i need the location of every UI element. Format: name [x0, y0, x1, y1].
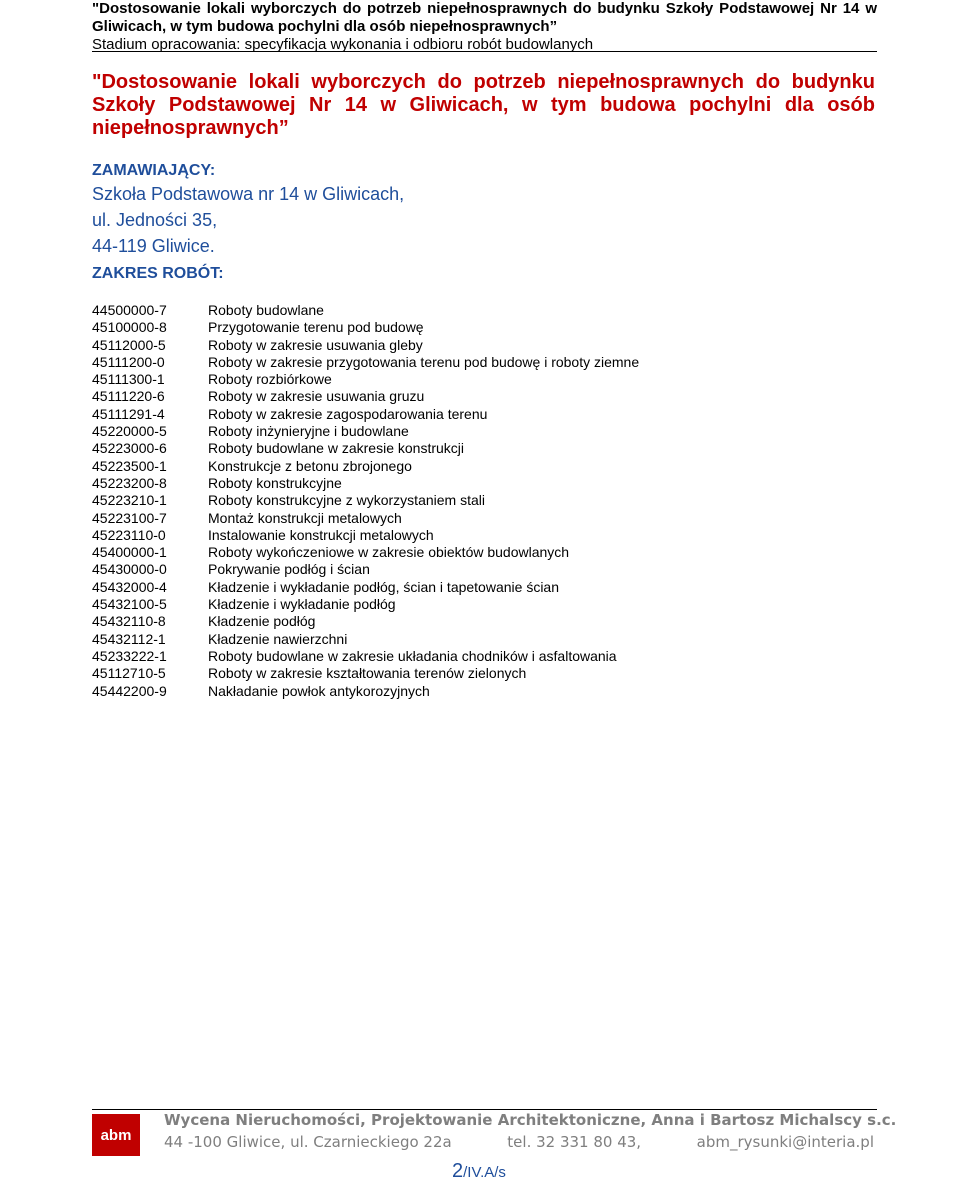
cpv-description: Roboty budowlane: [208, 302, 324, 318]
cpv-code: 45223210-1: [92, 492, 167, 509]
cpv-description: Roboty w zakresie usuwania gruzu: [208, 388, 425, 405]
cpv-code: 45111300-1: [92, 371, 165, 388]
cpv-row: [92, 510, 639, 527]
footer-email: abm_rysunki@interia.pl: [696, 1133, 874, 1151]
cpv-description: Roboty w zakresie przygotowania terenu pod budowę i roboty ziemne: [208, 353, 640, 370]
company-logo: abm: [92, 1114, 140, 1156]
header-divider: [92, 51, 877, 52]
cpv-description: Roboty inżynieryjne i budowlane: [208, 423, 409, 440]
cpv-code: 45442200-9: [92, 682, 167, 699]
footer-phone: tel. 32 331 80 43,: [507, 1133, 642, 1151]
cpv-row: [92, 458, 639, 475]
cpv-code: 45233222-1: [92, 647, 167, 664]
cpv-code: 45432000-4: [92, 578, 167, 595]
cpv-row: [92, 631, 639, 648]
running-header: [92, 0, 877, 54]
cpv-row: [92, 544, 639, 561]
footer-contact: [164, 1133, 874, 1151]
cpv-code-list: [92, 302, 639, 700]
client-name: Szkoła Podstawowa nr 14 w Gliwicach,: [92, 184, 405, 204]
cpv-row: [92, 613, 639, 630]
client-street: ul. Jedności 35,: [92, 210, 218, 230]
cpv-description: Nakładanie powłok antykorozyjnych: [208, 682, 430, 699]
cpv-code: 45223000-6: [92, 440, 167, 457]
cpv-description: Montaż konstrukcji metalowych: [208, 509, 402, 526]
cpv-description: Roboty w zakresie kształtowania terenów zielonych: [208, 665, 527, 682]
client-block: [92, 181, 404, 259]
page-number-suffix: /IV.A/s: [463, 1164, 506, 1181]
cpv-description: Roboty budowlane w zakresie konstrukcji: [208, 440, 465, 457]
cpv-description: Roboty konstrukcyjne: [208, 474, 342, 491]
cpv-row: [92, 388, 639, 405]
cpv-description: Kładzenie i wykładanie podłóg, ścian i tapetowanie ścian: [208, 578, 559, 595]
cpv-description: Instalowanie konstrukcji metalowych: [208, 526, 434, 543]
cpv-description: Roboty wykończeniowe w zakresie obiektów budowlanych: [208, 544, 570, 561]
scope-label: ZAKRES ROBÓT:: [92, 265, 224, 282]
cpv-description: Konstrukcje z betonu zbrojonego: [208, 457, 412, 474]
cpv-code: 45223110-0: [92, 526, 166, 543]
cpv-description: Roboty budowlane w zakresie układania chodników i asfaltowania: [208, 647, 617, 664]
cpv-row: [92, 337, 639, 354]
cpv-row: [92, 561, 639, 578]
cpv-description: Kładzenie i wykładanie podłóg: [208, 596, 396, 613]
cpv-description: Roboty w zakresie zagospodarowania terenu: [208, 405, 488, 422]
cpv-row: [92, 683, 639, 700]
header-stage-line: Stadium opracowania: specyfikacja wykonania i odbioru robót budowlanych: [92, 36, 594, 53]
cpv-row: [92, 319, 639, 336]
cpv-row: [92, 406, 639, 423]
cpv-code: 45112710-5: [92, 665, 166, 682]
cpv-description: Kładzenie nawierzchni: [208, 630, 348, 647]
page-number: [452, 1160, 506, 1183]
cpv-code: 45223200-8: [92, 474, 167, 491]
cpv-code: 45432110-8: [92, 613, 166, 630]
title-line-2: Szkoły Podstawowej Nr 14 w Gliwicach, w tym budowa pochylni dla osób: [92, 94, 875, 116]
cpv-code: 45432100-5: [92, 596, 167, 613]
cpv-row: [92, 440, 639, 457]
cpv-code: 45223500-1: [92, 457, 167, 474]
client-label: ZAMAWIAJĄCY:: [92, 162, 216, 179]
cpv-row: [92, 354, 639, 371]
cpv-description: Roboty konstrukcyjne z wykorzystaniem stali: [208, 492, 485, 509]
cpv-row: [92, 596, 639, 613]
cpv-code: 45100000-8: [92, 319, 167, 336]
cpv-code: 45111200-0: [92, 353, 165, 370]
footer-company: Wycena Nieruchomości, Projektowanie Architektoniczne, Anna i Bartosz Michalscy s.c.: [164, 1111, 897, 1129]
cpv-description: Roboty w zakresie usuwania gleby: [208, 336, 423, 353]
cpv-row: [92, 492, 639, 509]
document-title: [92, 71, 875, 140]
cpv-row: [92, 302, 639, 319]
header-line-2: Gliwicach, w tym budowa pochylni dla osób niepełnosprawnych”: [92, 18, 558, 35]
header-line-1: "Dostosowanie lokali wyborczych do potrzeb niepełnosprawnych do budynku Szkoły Podstawowej Nr 14 w: [92, 0, 877, 17]
client-city: 44-119 Gliwice.: [92, 236, 215, 256]
footer-divider: [92, 1109, 877, 1110]
cpv-code: 45400000-1: [92, 544, 167, 561]
cpv-description: Kładzenie podłóg: [208, 613, 316, 630]
footer-address: 44 -100 Gliwice, ul. Czarnieckiego 22a: [164, 1133, 452, 1151]
cpv-row: [92, 423, 639, 440]
cpv-row: [92, 665, 639, 682]
title-line-3: niepełnosprawnych”: [92, 117, 289, 139]
cpv-code: 45112000-5: [92, 336, 166, 353]
title-line-1: "Dostosowanie lokali wyborczych do potrzeb niepełnosprawnych do budynku: [92, 71, 875, 93]
cpv-row: [92, 648, 639, 665]
cpv-row: [92, 475, 639, 492]
cpv-description: Przygotowanie terenu pod budowę: [208, 319, 424, 336]
page-number-value: 2: [452, 1160, 464, 1182]
cpv-code: 45432112-1: [92, 630, 166, 647]
cpv-code: 45111220-6: [92, 388, 165, 405]
cpv-code: 45223100-7: [92, 509, 167, 526]
cpv-code: 45430000-0: [92, 561, 167, 578]
cpv-code: 45220000-5: [92, 423, 167, 440]
cpv-row: [92, 579, 639, 596]
cpv-code: 45111291-4: [92, 405, 165, 422]
cpv-row: [92, 371, 639, 388]
cpv-description: Pokrywanie podłóg i ścian: [208, 561, 370, 578]
cpv-description: Roboty rozbiórkowe: [208, 371, 332, 388]
cpv-row: [92, 527, 639, 544]
cpv-code: 44500000-7: [92, 302, 167, 318]
